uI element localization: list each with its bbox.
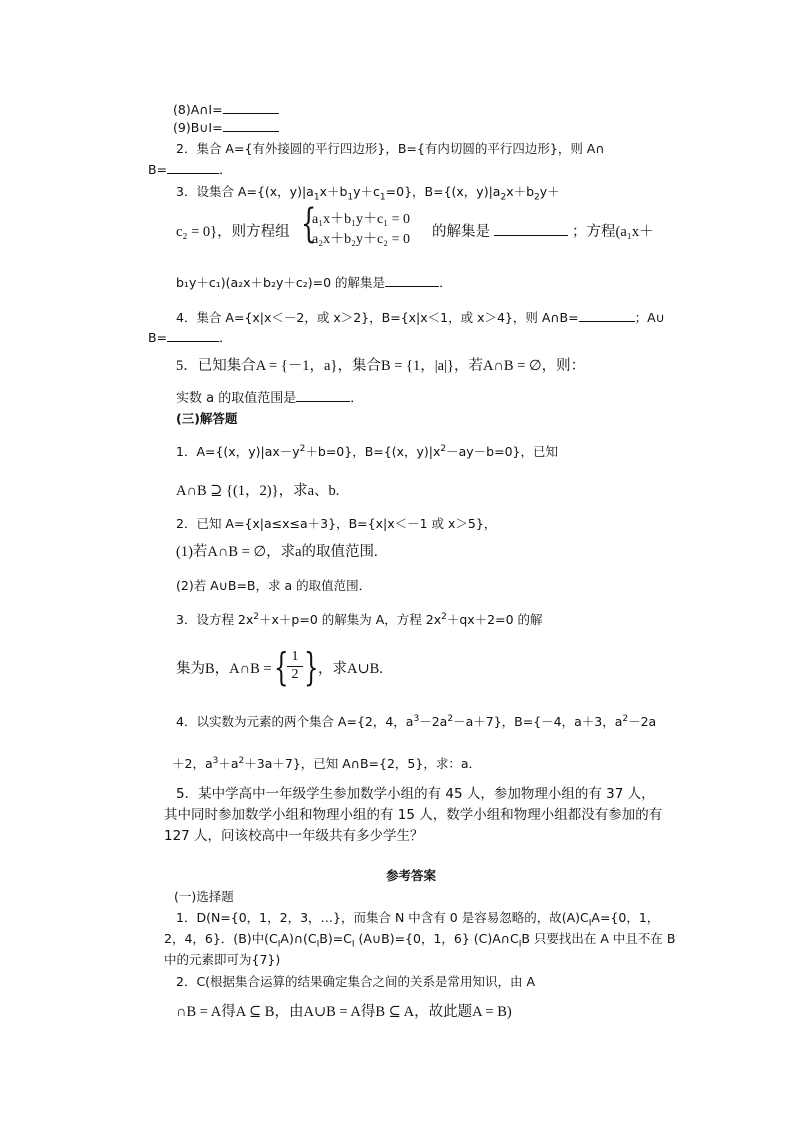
- fill-q3-line3: b₁y＋c₁)(a₂x＋b₂y＋c₂)=0 的解集是 ．: [176, 275, 452, 290]
- answer-1-line1: 1．D(N={0，1，2，3，…}，而集合 N 中含有 0 是容易忽略的，故$(A)C_IA=\{0$，1，: [176, 910, 660, 929]
- problem-3-line2-post: ，求A∪B.: [318, 661, 383, 677]
- fraction-denominator: 2: [287, 666, 303, 683]
- left-brace-icon: {: [301, 201, 317, 247]
- problem-2-line1: 2．已知 A={x|a≤x≤a＋3}，B={x|x＜－1 或 x＞5}，: [176, 516, 497, 531]
- problem-3-line2-pre: 集为B，A∩B =: [176, 661, 272, 677]
- fill-q4-line2: B= ．: [148, 330, 232, 345]
- fill-q8: (8)A∩I=: [173, 102, 279, 118]
- section-heading: (三)解答题: [176, 411, 238, 426]
- fill-q5-line2: 实数 a 的取值范围是 ．: [176, 391, 364, 406]
- problem-5-line3: 127 人，问该校高中一年级共有多少学生？: [164, 828, 424, 844]
- fill-q3-line2-pre: c₂ = 0}，则方程组: [176, 224, 290, 240]
- problem-4-line2: ＋2，$a^3+a^2+3a+7$}，已知 A∩B={2，5}，求：a．: [172, 755, 481, 771]
- fill-q2-line2: B= ．: [148, 162, 232, 177]
- equation-2: a₂x＋b₂y＋c₂ = 0: [312, 232, 410, 247]
- problem-1-line2: A∩B ⊇ {(1，2)}，求a、b.: [176, 483, 340, 499]
- problem-3-line1: 3．设方程 $2x^2+x+p=0$ 的解集为 A，方程 $2x^2+qx+2=0$ 的解: [176, 611, 543, 627]
- problem-1-line1: 1．A={(x，$y)|ax-y^2+b=0$}，B={(x，$y)|x^2-ay-b=0$}，已知: [176, 443, 558, 459]
- answers-subheading: (一)选择题: [174, 889, 234, 904]
- equation-1: a₁x＋b₁y＋c₁ = 0: [312, 212, 410, 227]
- left-brace-icon: {: [274, 645, 289, 689]
- fill-q2-line1: 2．集合 A={有外接圆的平行四边形}，B={有内切圆的平行四边形}，则 A∩: [176, 141, 605, 156]
- fill-q4-line1: 4．集合 A={x|x＜－2，或 x＞2}，B={x|x＜1，或 x＞4}，则 A∩B= ；A∪: [176, 310, 665, 325]
- fill-q5-line1: 5．已知集合A = {－1，a}，集合B = {1，|a|}，若A∩B = ∅，则：: [176, 358, 586, 374]
- answer-2-line2: ∩B = A得A ⊆ B，由A∪B = A得B ⊆ A，故此题A = B): [176, 1004, 512, 1020]
- problem-2-line3: (2)若 A∪B=B，求 a 的取值范围．: [176, 578, 372, 593]
- right-brace-icon: }: [304, 645, 319, 689]
- answer-2-line1: 2．C(根据集合运算的结果确定集合之间的关系是常用知识，由 A: [176, 974, 536, 989]
- equation-system: [312, 208, 432, 252]
- answers-title: 参考答案: [386, 868, 437, 883]
- fraction-numerator: 1: [291, 649, 299, 664]
- answer-1-line2: 2，4，6}．(B)中$(C_IA)\cap(C_IB)=C_I$ (A∪B)={0，1，6} $(C)A\cap C_IB$ 只要找出在 A 中且不在 B: [164, 931, 676, 950]
- problem-4-line1: 4．以实数为元素的两个集合 A={2，4，$a^3-2a^2-a+7$}，B={－4，a＋3，$a^2-2a$: [176, 713, 657, 729]
- fill-q3-line2-post: 的解集是 ；方程(a₁x＋: [432, 224, 654, 240]
- fill-q9: (9)B∪I=: [173, 120, 279, 136]
- problem-5-line1: 5．某中学高中一年级学生参加数学小组的有 45 人，参加物理小组的有 37 人，: [176, 786, 655, 802]
- fraction: [287, 649, 303, 683]
- problem-5-line2: 其中同时参加数学小组和物理小组的有 15 人，数学小组和物理小组都没有参加的有: [164, 807, 663, 823]
- fill-q3-line1: 3．设集合 A={(x，$y)|a_1x+b_1y+c_1=0$}，B={(x，$y)|a_2x+b_2y+$: [176, 184, 560, 203]
- problem-2-line2: (1)若A∩B = ∅，求a的取值范围.: [176, 544, 378, 560]
- answer-1-line3: 中的元素即可为{7}): [164, 952, 281, 967]
